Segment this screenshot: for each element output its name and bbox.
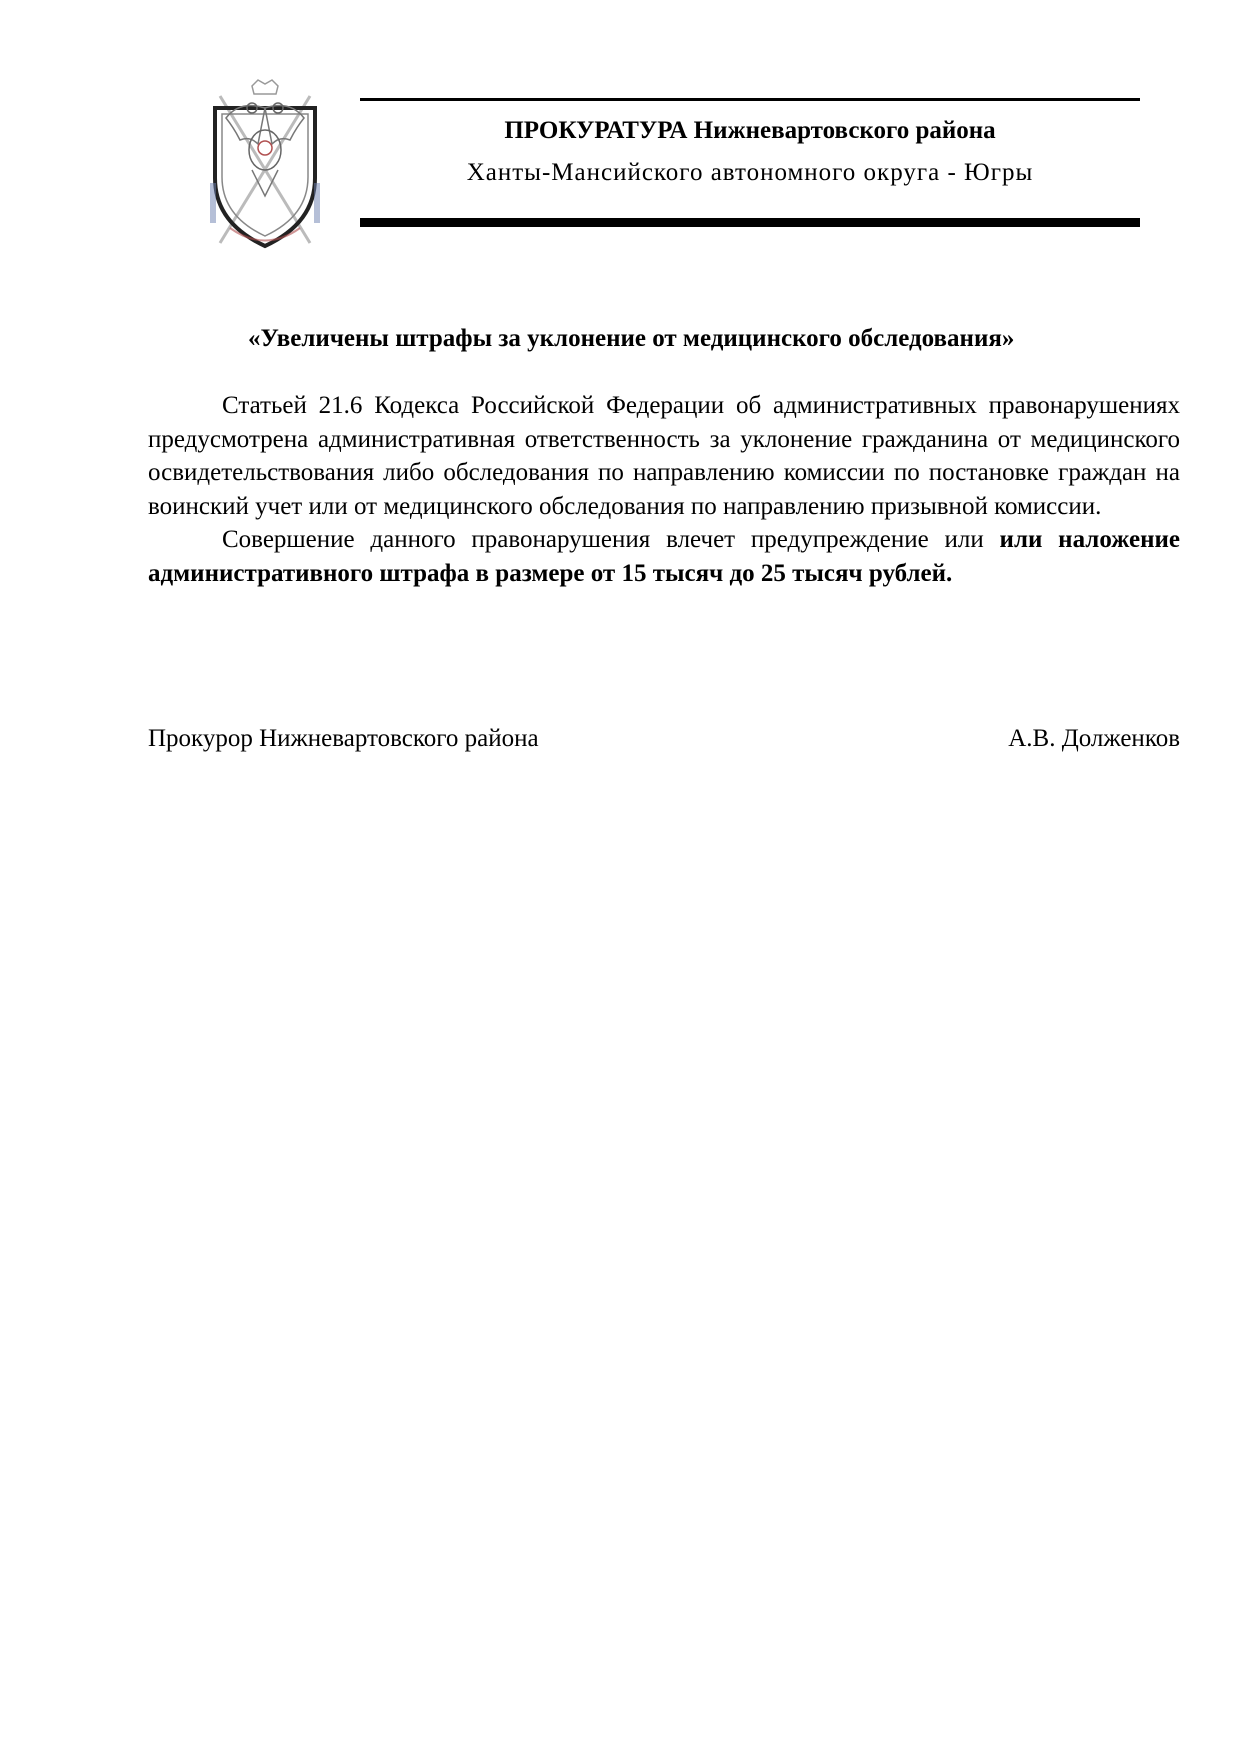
paragraph-2 (148, 523, 1180, 590)
paragraph-1: Статьей 21.6 Кодекса Российской Федерации об административных правонарушениях предусмотрена административная ответственность за уклонение гражданина от медицинского освидетельствования либо обследования по направлению комиссии по постановке граждан на воинский учет или от медицинского обследования по направлению призывной комиссии. (148, 392, 1180, 520)
signature-position: Прокурор Нижневартовского района (148, 725, 539, 752)
paragraph-2-regular: Совершение данного правонарушения влечет предупреждение или (222, 526, 984, 553)
header-rule-bottom (360, 218, 1140, 227)
document-title: «Увеличены штрафы за уклонение от медицинского обследования» (248, 325, 1015, 352)
signature-block (148, 722, 1180, 756)
signature-name: А.В. Долженков (1008, 725, 1180, 752)
document-body (148, 389, 1180, 590)
org-region: Ханты-Мансийского автономного округа - Югры (466, 159, 1034, 186)
paragraph-2-bold: или наложение административного штрафа в размере от 15 тысяч до 25 тысяч рублей. (148, 526, 1181, 587)
org-name: ПРОКУРАТУРА Нижневартовского района (504, 117, 996, 144)
header-rule-top (360, 98, 1140, 101)
prosecutor-emblem-icon (200, 78, 330, 253)
